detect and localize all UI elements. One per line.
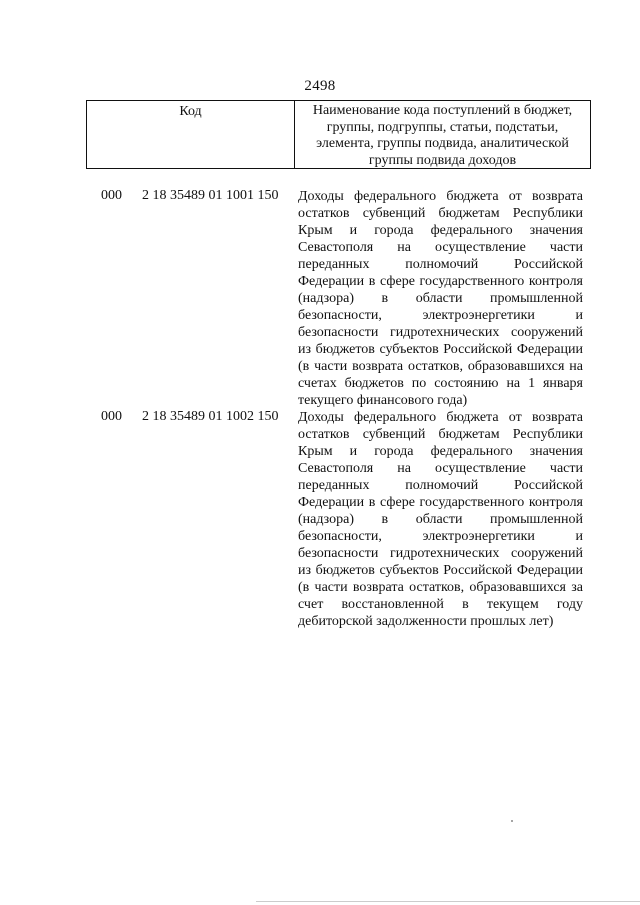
admin-code: 000	[101, 409, 122, 424]
table-header	[86, 100, 591, 169]
table-row	[0, 409, 640, 630]
admin-code: 000	[101, 188, 122, 203]
scan-speck	[511, 820, 513, 822]
table-row	[0, 188, 640, 409]
income-description: Доходы федерального бюджета от возврата остатков субвенций бюджетам Республики Крым и города федерального значения Севастополя на осуществление части переданных полномочий Российской Федерации в сфере государственного контроля (надзора) в области промышленной безопасности, электроэнергетики и безопасности гидротехнических сооружений из бюджетов субъектов Российской Федерации (в части возврата остатков, образовавшихся на счетах бюджетов по состоянию на 1 января текущего финансового года)	[298, 189, 583, 408]
income-description: Доходы федерального бюджета от возврата остатков субвенций бюджетам Республики Крым и города федерального значения Севастополя на осуществление части переданных полномочий Российской Федерации в сфере государственного контроля (надзора) в области промышленной безопасности, электроэнергетики и безопасности гидротехнических сооружений из бюджетов субъектов Российской Федерации (в части возврата остатков, образовавшихся за счет восстановленной в текущем году дебиторской задолженности прошлых лет)	[298, 410, 583, 629]
income-code: 2 18 35489 01 1002 150	[142, 409, 279, 424]
header-name-label: Наименование кода поступлений в бюджет, группы, подгруппы, статьи, подстатьи, элемента, группы подвида, аналитической группы подвида доходов	[312, 103, 573, 168]
page-number: 2498	[304, 78, 336, 94]
income-code-list	[0, 188, 640, 630]
income-code: 2 18 35489 01 1001 150	[142, 188, 279, 203]
header-code-label: Код	[87, 101, 295, 168]
scan-edge	[256, 901, 640, 902]
